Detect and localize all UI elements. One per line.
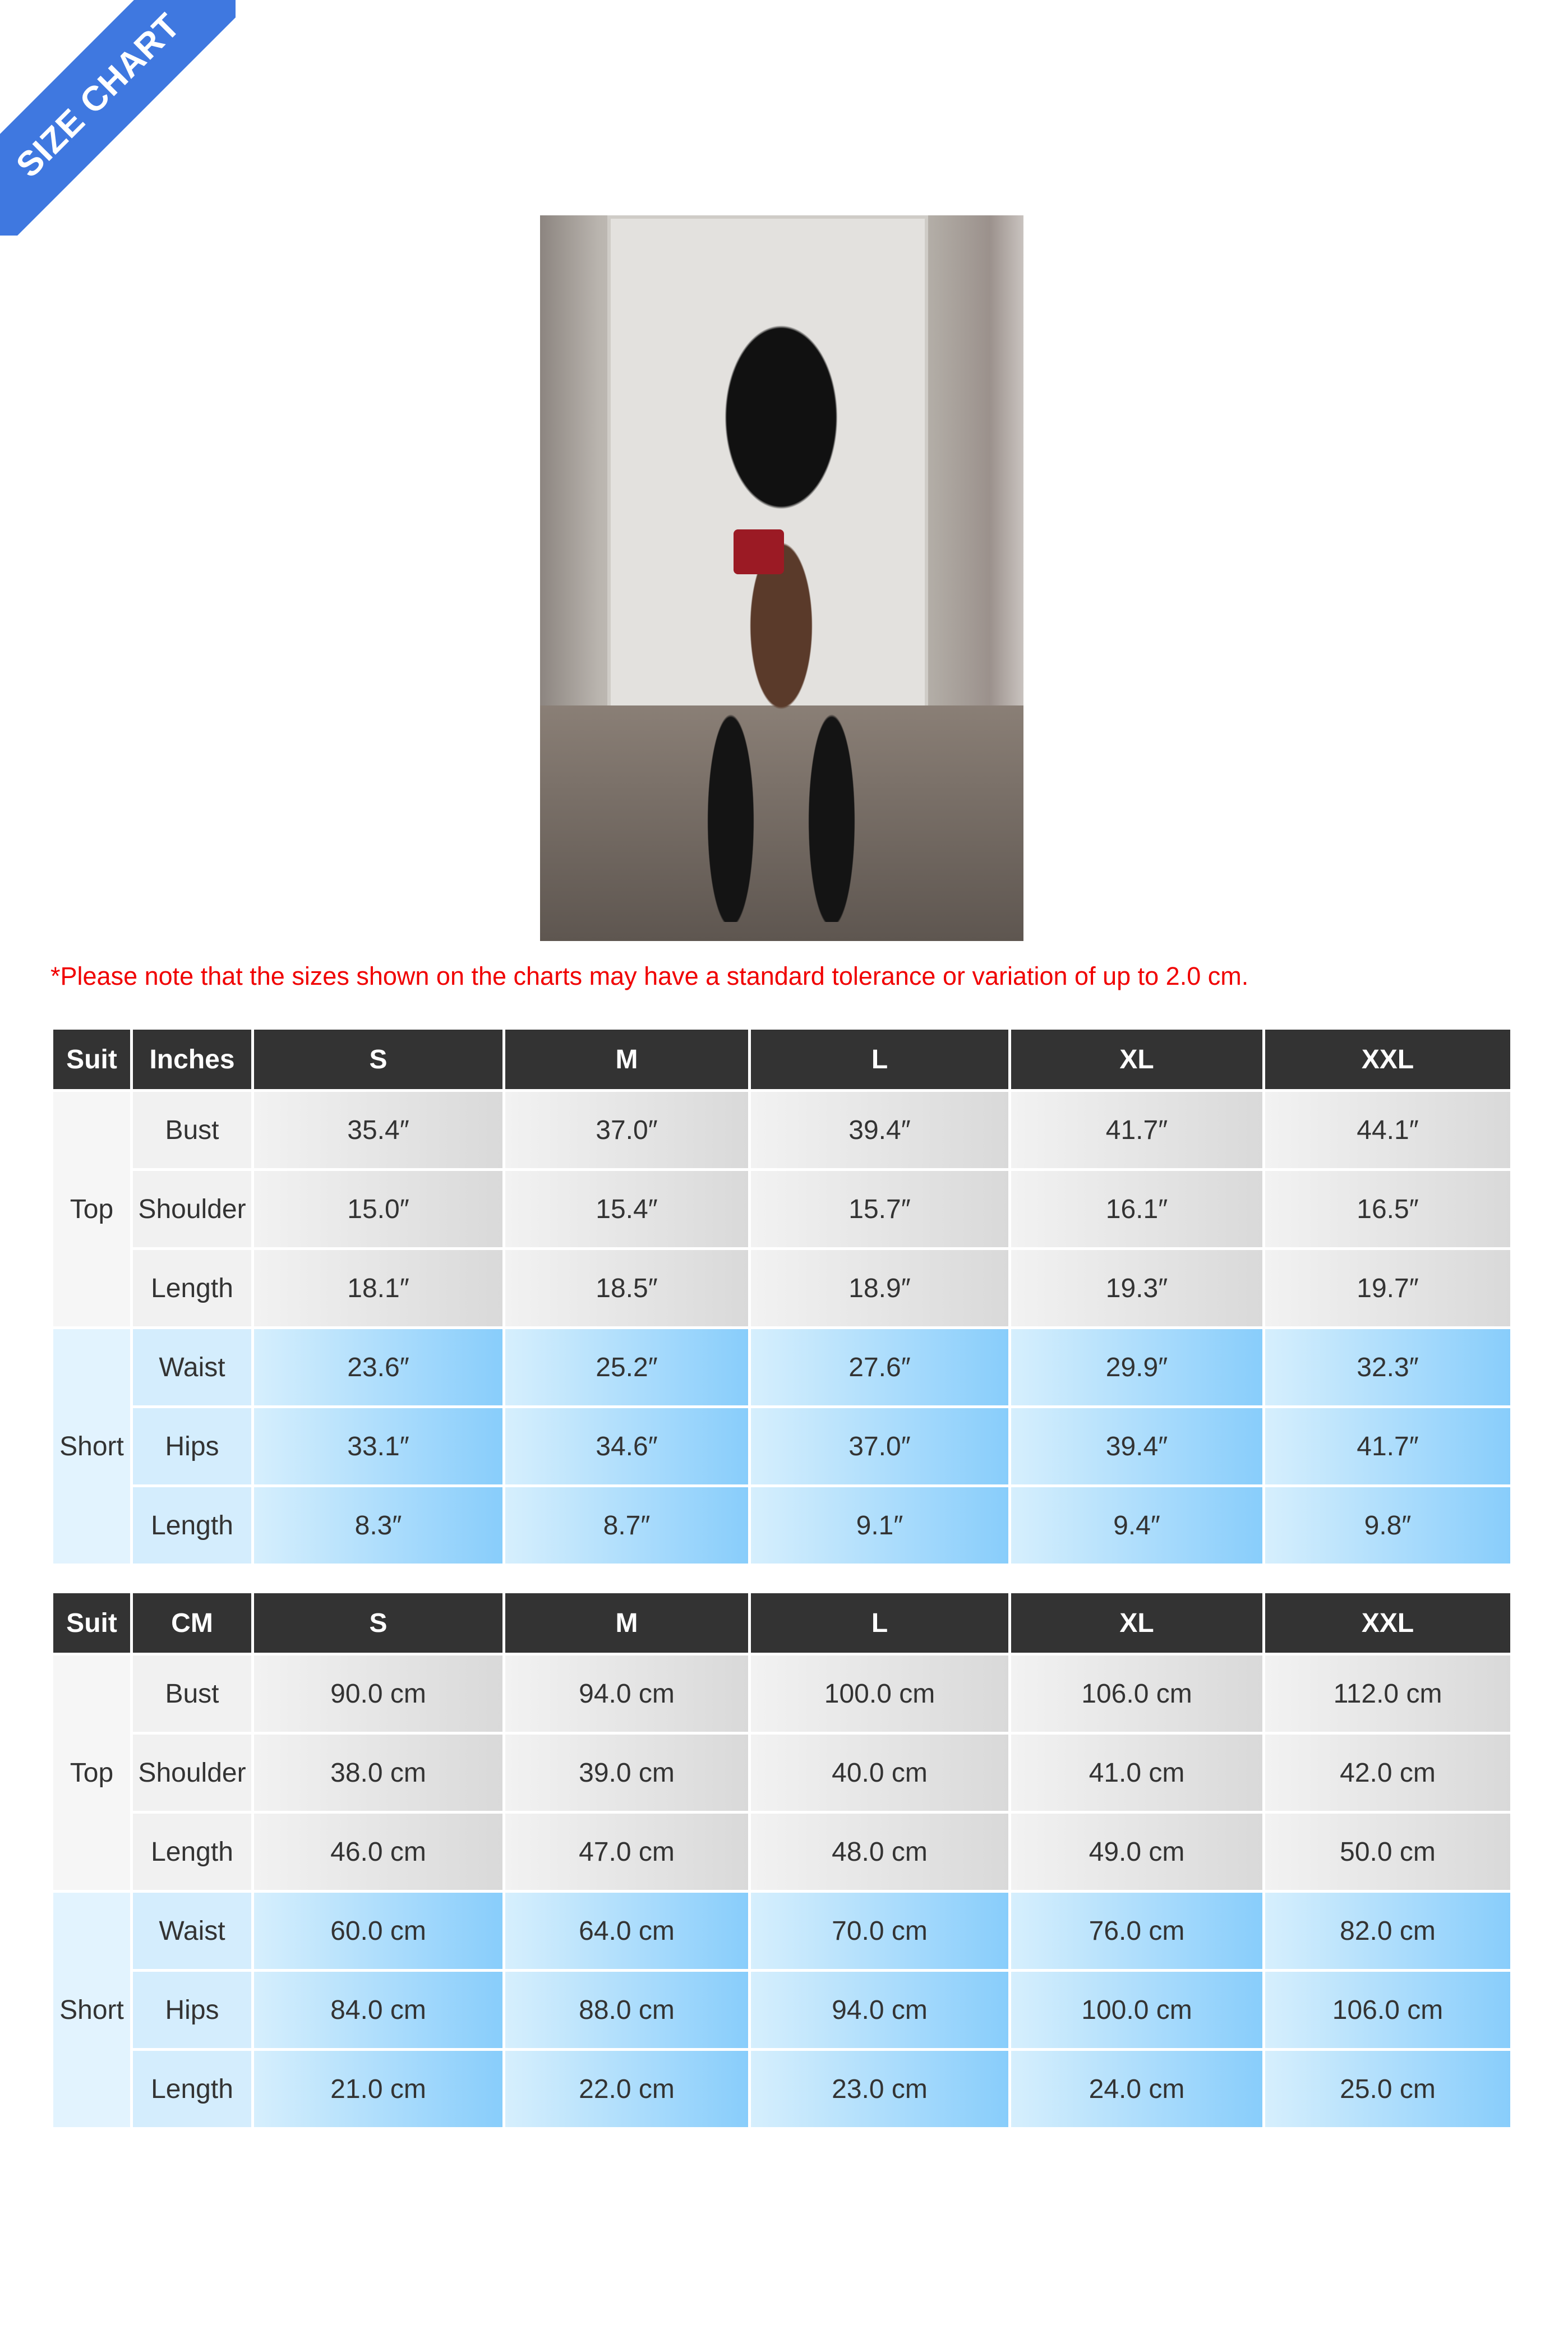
size-value: 37.0″	[505, 1092, 748, 1168]
size-value: 48.0 cm	[751, 1814, 1008, 1890]
size-value: 18.5″	[505, 1250, 748, 1326]
header-cell: XXL	[1265, 1593, 1510, 1653]
size-value: 60.0 cm	[254, 1893, 502, 1969]
table-row	[53, 1814, 1510, 1890]
table-row	[53, 1655, 1510, 1732]
size-value: 23.0 cm	[751, 2051, 1008, 2127]
size-value: 94.0 cm	[505, 1655, 748, 1732]
size-value: 8.7″	[505, 1487, 748, 1564]
size-value: 94.0 cm	[751, 1972, 1008, 2048]
header-cell: Suit	[53, 1030, 130, 1089]
header-cell: XL	[1011, 1030, 1262, 1089]
measure-label: Length	[133, 1814, 251, 1890]
table-row	[53, 1972, 1510, 2048]
size-value: 41.7″	[1011, 1092, 1262, 1168]
table-row	[53, 1408, 1510, 1484]
measure-label: Length	[133, 1250, 251, 1326]
table-row	[53, 1092, 1510, 1168]
size-value: 15.4″	[505, 1171, 748, 1247]
measure-label: Length	[133, 2051, 251, 2127]
header-row	[53, 1030, 1510, 1089]
size-value: 8.3″	[254, 1487, 502, 1564]
size-value: 100.0 cm	[751, 1655, 1008, 1732]
measure-label: Waist	[133, 1893, 251, 1969]
table-row	[53, 1329, 1510, 1405]
header-cell: L	[751, 1593, 1008, 1653]
size-value: 41.0 cm	[1011, 1735, 1262, 1811]
size-value: 40.0 cm	[751, 1735, 1008, 1811]
group-label: Short	[53, 1329, 130, 1564]
size-value: 88.0 cm	[505, 1972, 748, 2048]
size-value: 22.0 cm	[505, 2051, 748, 2127]
table-row	[53, 1171, 1510, 1247]
size-chart-ribbon	[0, 0, 236, 236]
size-value: 50.0 cm	[1265, 1814, 1510, 1890]
size-value: 21.0 cm	[254, 2051, 502, 2127]
measure-label: Bust	[133, 1092, 251, 1168]
size-value: 46.0 cm	[254, 1814, 502, 1890]
header-cell: XXL	[1265, 1030, 1510, 1089]
header-cell: L	[751, 1030, 1008, 1089]
size-value: 90.0 cm	[254, 1655, 502, 1732]
size-value: 25.2″	[505, 1329, 748, 1405]
size-value: 39.0 cm	[505, 1735, 748, 1811]
size-value: 18.9″	[751, 1250, 1008, 1326]
header-cell: Suit	[53, 1593, 130, 1653]
photo-model	[680, 249, 882, 922]
table-row	[53, 1250, 1510, 1326]
group-label: Short	[53, 1893, 130, 2127]
measure-label: Shoulder	[133, 1171, 251, 1247]
size-value: 33.1″	[254, 1408, 502, 1484]
size-value: 9.4″	[1011, 1487, 1262, 1564]
size-value: 38.0 cm	[254, 1735, 502, 1811]
product-photo	[540, 215, 1023, 941]
photo-handbag	[734, 529, 784, 574]
size-value: 112.0 cm	[1265, 1655, 1510, 1732]
size-value: 44.1″	[1265, 1092, 1510, 1168]
size-value: 9.8″	[1265, 1487, 1510, 1564]
table-row	[53, 1735, 1510, 1811]
tolerance-note: *Please note that the sizes shown on the charts may have a standard tolerance or variation of up to 2.0 cm.	[50, 962, 1249, 990]
measure-label: Length	[133, 1487, 251, 1564]
size-value: 34.6″	[505, 1408, 748, 1484]
size-value: 16.1″	[1011, 1171, 1262, 1247]
size-value: 39.4″	[1011, 1408, 1262, 1484]
header-cell: M	[505, 1593, 748, 1653]
measure-label: Hips	[133, 1408, 251, 1484]
size-value: 15.0″	[254, 1171, 502, 1247]
size-value: 42.0 cm	[1265, 1735, 1510, 1811]
size-value: 100.0 cm	[1011, 1972, 1262, 2048]
size-value: 27.6″	[751, 1329, 1008, 1405]
group-label: Top	[53, 1092, 130, 1326]
size-value: 37.0″	[751, 1408, 1008, 1484]
header-cell: XL	[1011, 1593, 1262, 1653]
measure-label: Bust	[133, 1655, 251, 1732]
size-value: 76.0 cm	[1011, 1893, 1262, 1969]
size-value: 19.3″	[1011, 1250, 1262, 1326]
size-value: 16.5″	[1265, 1171, 1510, 1247]
size-value: 29.9″	[1011, 1329, 1262, 1405]
size-value: 9.1″	[751, 1487, 1008, 1564]
size-value: 19.7″	[1265, 1250, 1510, 1326]
size-value: 32.3″	[1265, 1329, 1510, 1405]
size-value: 24.0 cm	[1011, 2051, 1262, 2127]
ribbon-label: SIZE CHART	[0, 0, 236, 236]
size-table-inches	[50, 1027, 1513, 1566]
size-value: 70.0 cm	[751, 1893, 1008, 1969]
table-row	[53, 2051, 1510, 2127]
size-value: 49.0 cm	[1011, 1814, 1262, 1890]
size-value: 23.6″	[254, 1329, 502, 1405]
size-value: 41.7″	[1265, 1408, 1510, 1484]
group-label: Top	[53, 1655, 130, 1890]
size-value: 18.1″	[254, 1250, 502, 1326]
measure-label: Hips	[133, 1972, 251, 2048]
header-cell: M	[505, 1030, 748, 1089]
header-cell: CM	[133, 1593, 251, 1653]
header-cell: S	[254, 1030, 502, 1089]
size-value: 84.0 cm	[254, 1972, 502, 2048]
size-table-cm	[50, 1590, 1513, 2130]
header-cell: Inches	[133, 1030, 251, 1089]
size-value: 15.7″	[751, 1171, 1008, 1247]
size-value: 106.0 cm	[1011, 1655, 1262, 1732]
header-row	[53, 1593, 1510, 1653]
size-value: 106.0 cm	[1265, 1972, 1510, 2048]
size-value: 25.0 cm	[1265, 2051, 1510, 2127]
measure-label: Shoulder	[133, 1735, 251, 1811]
size-value: 35.4″	[254, 1092, 502, 1168]
table-row	[53, 1893, 1510, 1969]
size-value: 47.0 cm	[505, 1814, 748, 1890]
table-row	[53, 1487, 1510, 1564]
size-value: 64.0 cm	[505, 1893, 748, 1969]
header-cell: S	[254, 1593, 502, 1653]
size-value: 39.4″	[751, 1092, 1008, 1168]
measure-label: Waist	[133, 1329, 251, 1405]
size-value: 82.0 cm	[1265, 1893, 1510, 1969]
